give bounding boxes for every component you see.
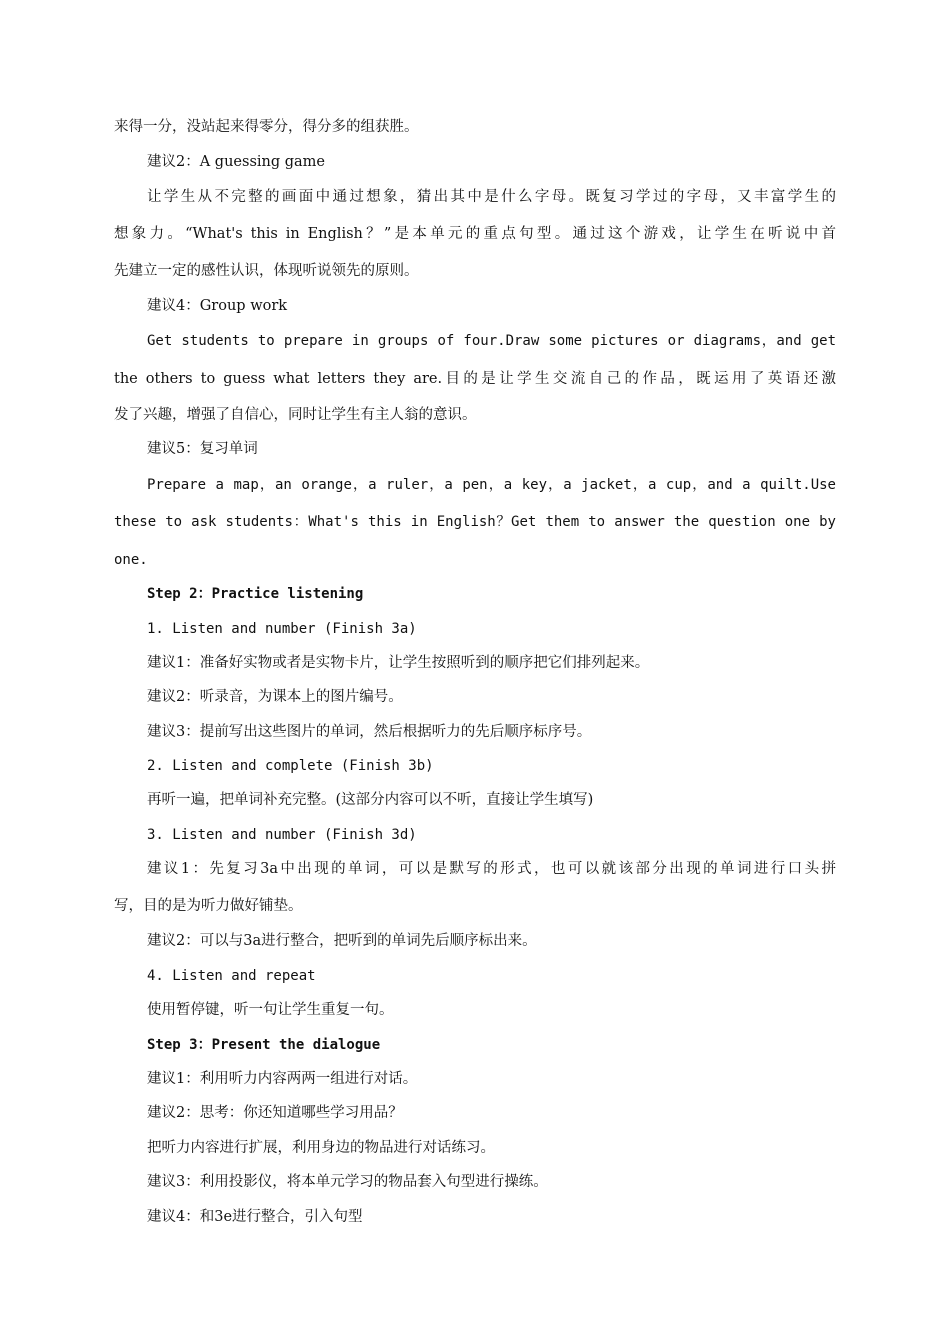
text-line: 建议1：利用听力内容两两一组进行对话。 [147, 1071, 418, 1087]
text-line: 写，目的是为听力做好铺垫。 [114, 898, 303, 914]
text-line: one. [114, 552, 148, 568]
text-line: the others to guess what letters they are.目的是让学生交流自己的作品，既运用了英语还激 [114, 371, 836, 387]
task-heading: 1. Listen and number (Finish 3a) [147, 621, 417, 637]
suggestion-heading: 建议5：复习单词 [147, 441, 258, 457]
text-line: these to ask students：What's this in English？Get them to answer the question one by [114, 514, 836, 530]
task-heading: 3. Listen and number (Finish 3d) [147, 827, 417, 843]
task-heading: 2. Listen and complete (Finish 3b) [147, 758, 434, 774]
text-line: 发了兴趣，增强了自信心，同时让学生有主人翁的意识。 [114, 407, 477, 423]
text-line: 让学生从不完整的画面中通过想象，猜出其中是什么字母。既复习学过的字母，又丰富学生的 [147, 189, 836, 205]
text-line: 把听力内容进行扩展，利用身边的物品进行对话练习。 [147, 1140, 495, 1156]
text-line: 建议2：可以与3a进行整合，把听到的单词先后顺序标出来。 [147, 933, 537, 949]
text-line: 建议2：听录音，为课本上的图片编号。 [147, 689, 403, 705]
step-heading: Step 2：Practice listening [147, 586, 364, 602]
text-line: 再听一遍，把单词补充完整。(这部分内容可以不听，直接让学生填写) [147, 792, 594, 808]
text-line: 建议3：提前写出这些图片的单词，然后根据听力的先后顺序标序号。 [147, 724, 592, 740]
text-line: 想象力。“What's this in English？”是本单元的重点句型。通过这个游戏，让学生在听说中首 [114, 226, 836, 242]
text-line: Prepare a map，an orange，a ruler，a pen，a key，a jacket，a cup，and a quilt.Use [147, 477, 836, 493]
text-line: 建议4：和3e进行整合，引入句型 [147, 1209, 363, 1225]
text-line: 建议1：先复习3a中出现的单词，可以是默写的形式，也可以就该部分出现的单词进行口头拼 [147, 861, 836, 877]
text-line: 先建立一定的感性认识，体现听说领先的原则。 [114, 263, 419, 279]
text-line: 来得一分，没站起来得零分，得分多的组获胜。 [114, 119, 419, 135]
text-line: 建议2：思考：你还知道哪些学习用品？ [147, 1105, 403, 1121]
suggestion-heading: 建议4：Group work [147, 298, 288, 314]
text-line: 建议3：利用投影仪，将本单元学习的物品套入句型进行操练。 [147, 1174, 548, 1190]
task-heading: 4. Listen and repeat [147, 968, 316, 984]
step-heading: Step 3：Present the dialogue [147, 1037, 381, 1053]
suggestion-heading: 建议2：A guessing game [147, 154, 326, 170]
text-line: Get students to prepare in groups of four.Draw some pictures or diagrams，and get [147, 333, 836, 349]
text-line: 建议1：准备好实物或者是实物卡片，让学生按照听到的顺序把它们排列起来。 [147, 655, 650, 671]
text-line: 使用暂停键，听一句让学生重复一句。 [147, 1002, 394, 1018]
